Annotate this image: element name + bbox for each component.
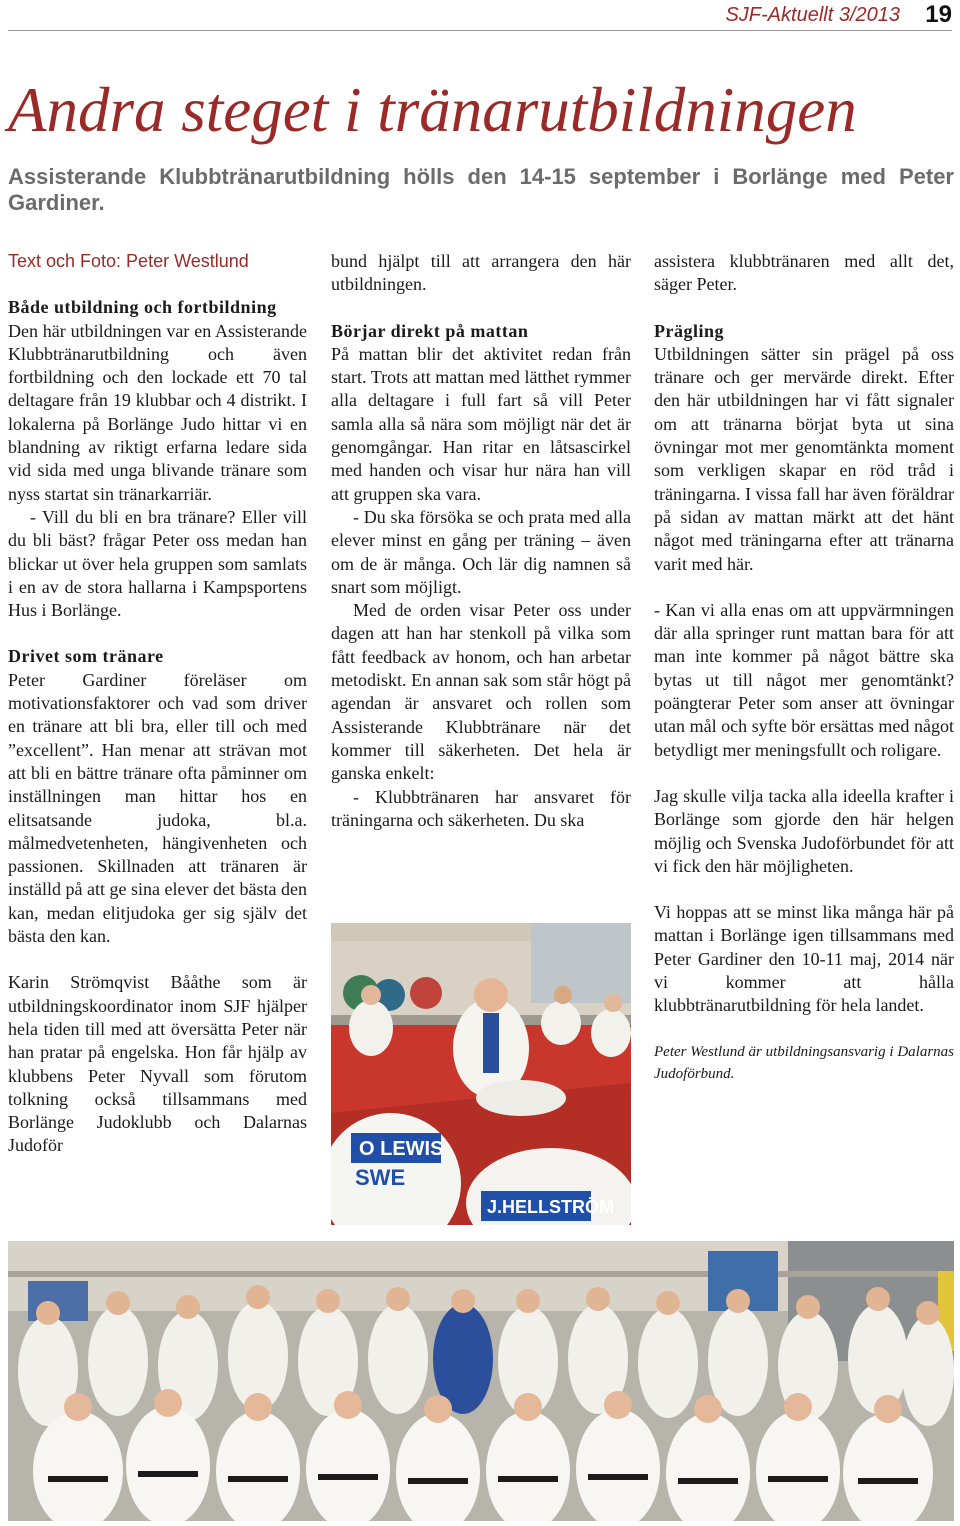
subheading-borjar: Börjar direkt på mattan bbox=[331, 320, 529, 341]
subheading-utbildning: Både utbildning och fortbildning bbox=[8, 297, 277, 318]
paragraph: Karin Strömqvist Bååthe som är utbildningskoordinator inom SJF hjälper hela tiden till med att översätta Peter när han pratar på engelska. Hon får hjälp av klubbens Peter Nyvall som förutom tolkning också tillsammans med Borlänge Judoklubb och Dalarnas Judoför bbox=[8, 972, 307, 1156]
paragraph: Jag skulle vilja tacka alla ideella krafter i Borlänge som gjorde den här helgen möjlig och Svenska Judoförbundet för att vi fick den här möjligheten. bbox=[654, 785, 954, 876]
article-lede: Assisterande Klubbtränarutbildning hölls den 14-15 september i Borlänge med Peter Gardiner. bbox=[8, 164, 954, 215]
page-number: 19 bbox=[925, 1, 952, 28]
paragraph: Utbildningen sätter sin prägel på oss tränare och ger mervärde direkt. Efter den här utbildningen har vi fått signaler om att tränarna börjat byta ut sina övningar mot mer genomtänkta moment som verkligen skapar en röd tråd i träningarna. I vissa fall har även föräldrar på sidan av mattan märkt att det hänt något med träningarna efter att tränarna varit med här. bbox=[654, 343, 954, 574]
group-photo bbox=[8, 1241, 954, 1521]
issue-label: SJF-Aktuellt 3/2013 bbox=[725, 4, 900, 26]
belt-text-lewis: O LEWIS bbox=[359, 1138, 444, 1160]
paragraph: Peter Gardiner föreläser om motivationsfaktorer och vad som driver en tränare att bli bra, eller till och med ”excellent”. Han menar att strävan mot att bli en bättre tränare ofta påminner om inställningen man hittar hos en elitsatsande judoka, bl.a. målmedvetenheten, hängivenheten och passionen. Skillnaden att tränaren är inställd på att ge sina elever det bästa den kan, medan elitjudoka ger sig själv det bästa den kan. bbox=[8, 669, 307, 947]
article-headline: Andra steget i tränarutbildningen bbox=[8, 75, 857, 145]
paragraph: Den här utbildningen var en Assisterande Klubbtränarutbildning och även fortbildning och den lockade ett 70 tal deltagare från 19 klubbar och 4 distrikt. I lokalerna på Borlänge Judo hittar vi en blandning av riktigt erfarna ledare sida vid sida med unga blivande tränare som nyss startat sin tränarkarriär. bbox=[8, 320, 307, 504]
paragraph: bund hjälpt till att arrangera den här utbildningen. bbox=[331, 251, 631, 295]
paragraph: - Du ska försöka se och prata med alla elever minst en gång per träning – även om de är många. Och lär dig namnen så snart som möjligt. bbox=[331, 506, 631, 597]
paragraph: - Klubbtränaren har ansvaret för träningarna och säkerheten. Du ska bbox=[331, 786, 631, 830]
photo-credit: Text och Foto: Peter Westlund bbox=[8, 251, 249, 271]
column-2 bbox=[331, 250, 631, 832]
subheading-drivet: Drivet som tränare bbox=[8, 646, 164, 667]
lecture-photo bbox=[331, 923, 631, 1225]
author-signature: Peter Westlund är utbildningsansvarig i Dalarnas Judoförbund. bbox=[654, 1043, 954, 1082]
paragraph: - Kan vi alla enas om att uppvärmningen där alla springer runt mattan bara för att man inte kommer på något bättre ska bytas ut till något mer genomtänkt? poängterar Peter som anser att övningar utan mål och syfte bör ersättas med något betydligt mer meningsfullt och roligare. bbox=[654, 599, 954, 760]
paragraph: På mattan blir det aktivitet redan från start. Trots att mattan med lätthet rymmer alla deltagare i full fart så vill Peter samla alla så nära som möjligt när det är genomgångar. Han ritar en låtsascirkel med handen och visar hur nära han vill att gruppen ska vara. bbox=[331, 343, 631, 504]
belt-text-hellstrom: J.HELLSTRÖM bbox=[487, 1197, 615, 1217]
column-3 bbox=[654, 250, 954, 1085]
subheading-pragling: Prägling bbox=[654, 320, 724, 341]
header-rule bbox=[8, 30, 952, 31]
belt-text-swe: SWE bbox=[355, 1165, 406, 1190]
column-1 bbox=[8, 250, 307, 1158]
paragraph: Med de orden visar Peter oss under dagen att han har stenkoll på vilka som fått feedback av honom, och han arbetar metodiskt. En annan sak som står högt på agendan är ansvaret och rollen som Assisterande Klubbtränare när det kommer till säkerheten. Det hela är ganska enkelt: bbox=[331, 600, 631, 784]
paragraph: - Vill du bli en bra tränare? Eller vill du bli bäst? frågar Peter oss medan han blickar ut över hela gruppen som samlats i en av de stora hallarna i Kampsportens Hus i Borlänge. bbox=[8, 506, 307, 621]
paragraph: Vi hoppas att se minst lika många här på mattan i Borlänge igen tillsammans med Peter Gardiner den 10-11 maj, 2014 när vi kommer att hålla klubbtränarutbildning för hela landet. bbox=[654, 902, 954, 1016]
paragraph: assistera klubbtränaren med allt det, säger Peter. bbox=[654, 251, 954, 295]
